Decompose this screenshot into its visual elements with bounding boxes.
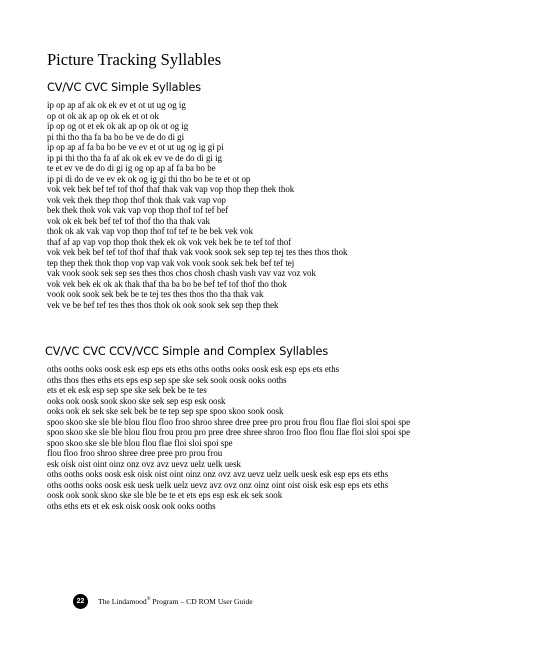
syllable-line: oths ooths ooks oosk esk uesk uelk uelz uevz avz ovz onz oinz oint oist oisk esk esp eps ets eths: [47, 479, 389, 490]
syllable-line: bek thek thok vok vak vap vop thop thof tof tef bef: [47, 205, 229, 215]
syllable-line: vok vek bek ek ok ak thak thaf tha ba bo be bef tef tof thof tho thok: [47, 278, 287, 289]
syllable-line: spoo skoo ske sle ble blou flou floo froo shroo shree dree pree pro prou frou flou flae floi sloi spoi spe: [47, 416, 411, 427]
syllable-line: vook ook sook sek bek be te tej tes thes thos tho tha thak vak: [47, 289, 264, 299]
syllable-line: ooks ook ek sek ske sek bek be te tep sep spe spoo skoo sook oosk: [47, 406, 284, 416]
section-heading-complex: CV/VC CVC CCV/VCC Simple and Complex Syllables: [45, 345, 329, 358]
registered-mark: ®: [146, 597, 151, 602]
footer-text-after: Program – CD ROM User Guide: [150, 597, 253, 606]
syllable-line: ip op ap af fa ba bo be ve ev et ot ut ug og ig gi pi: [47, 142, 224, 152]
syllable-line: spoo skoo ske sle ble blou flou flae floi sloi spoi spe: [47, 437, 233, 448]
syllable-line: ets et ek esk esp sep spe ske sek bek be te tes: [47, 385, 207, 395]
page-number-badge: 22: [73, 594, 88, 609]
simple-syllables-list: [47, 100, 477, 310]
syllable-line: ip pi thi tho tha fa af ak ok ek ev ve de do di gi ig: [47, 152, 222, 163]
page-title: Picture Tracking Syllables: [47, 50, 222, 69]
complex-syllables-list: [47, 364, 477, 511]
syllable-line: op ot ok ak ap op ok ek et ot ok: [47, 110, 159, 121]
syllable-line: ip op ap af ak ok ek ev et ot ut ug og ig: [47, 100, 186, 110]
syllable-line: vok ok ek bek bef tef tof thof tho tha thak vak: [47, 215, 210, 226]
syllable-line: ooks ook oosk sook skoo ske sek sep esp esk oosk: [47, 395, 226, 406]
syllable-line: thaf af ap vap vop thop thok thek ek ok vok vek bek be te tef tof thof: [47, 236, 292, 247]
syllable-line: pi thi tho tha fa ba bo be ve de do di gi: [47, 131, 185, 142]
syllable-line: flou floo froo shroo shree dree pree pro prou frou: [47, 448, 223, 458]
syllable-line: thok ok ak vak vap vop thop thof tof tef te be bek vek vok: [47, 226, 254, 236]
syllable-line: vek ve be bef tef tes thes thos thok ok ook sook sek sep thep thek: [47, 299, 279, 310]
syllable-line: ip pi di do de ve ev ek ok og ig gi thi tho bo be te et ot op: [47, 173, 251, 184]
syllable-line: oths thos thes eths ets eps esp sep spe ske sek sook oosk ooks ooths: [47, 374, 287, 385]
syllable-line: oths ooths ooks oosk esk oisk oist oint oinz onz ovz avz uevz uelz uelk uesk esk esp eps ets eths: [47, 469, 389, 479]
syllable-line: spoo skoo ske sle ble blou flou frou prou pro pree dree shree shroo froo floo flou flae floi sloi spoi spe: [47, 427, 411, 437]
syllable-line: vok vek thek thep thop thof thok thak vak vap vop: [47, 194, 226, 205]
syllable-line: esk oisk oist oint oinz onz ovz avz uevz uelz uelk uesk: [47, 458, 241, 469]
syllable-line: tep thep thek thok thop vop vap vak vok vook sook sek bek bef tef tej: [47, 257, 295, 268]
page-footer: [73, 594, 253, 609]
syllable-line: oosk ook sook skoo ske sle ble be te et ets eps esp esk ek sek sook: [47, 490, 283, 500]
footer-text: [98, 597, 253, 606]
footer-text-before: The Lindamood: [98, 597, 147, 606]
syllable-line: te et ev ve de do di gi ig og op ap af fa ba bo be: [47, 163, 216, 173]
syllable-line: oths eths ets et ek esk oisk oosk ook ooks ooths: [47, 500, 216, 511]
syllable-line: oths ooths ooks oosk esk esp eps ets eths oths ooths ooks oosk esk esp eps ets eths: [47, 364, 340, 374]
syllable-line: vok vek bek bef tef tof thof thaf thak vak vap vop thop thep thek thok: [47, 184, 295, 194]
syllable-line: ip op og ot et ek ok ak ap op ok ot og ig: [47, 121, 189, 131]
section-heading-simple: CV/VC CVC Simple Syllables: [47, 81, 201, 94]
syllable-line: vak vook sook sek sep ses thes thos chos chosh chash vash vav vaz voz vok: [47, 268, 316, 278]
syllable-line: vok vek bek bef tef tof thof thaf thak vak vook sook sek sep tep tej tes thes thos thok: [47, 247, 348, 257]
